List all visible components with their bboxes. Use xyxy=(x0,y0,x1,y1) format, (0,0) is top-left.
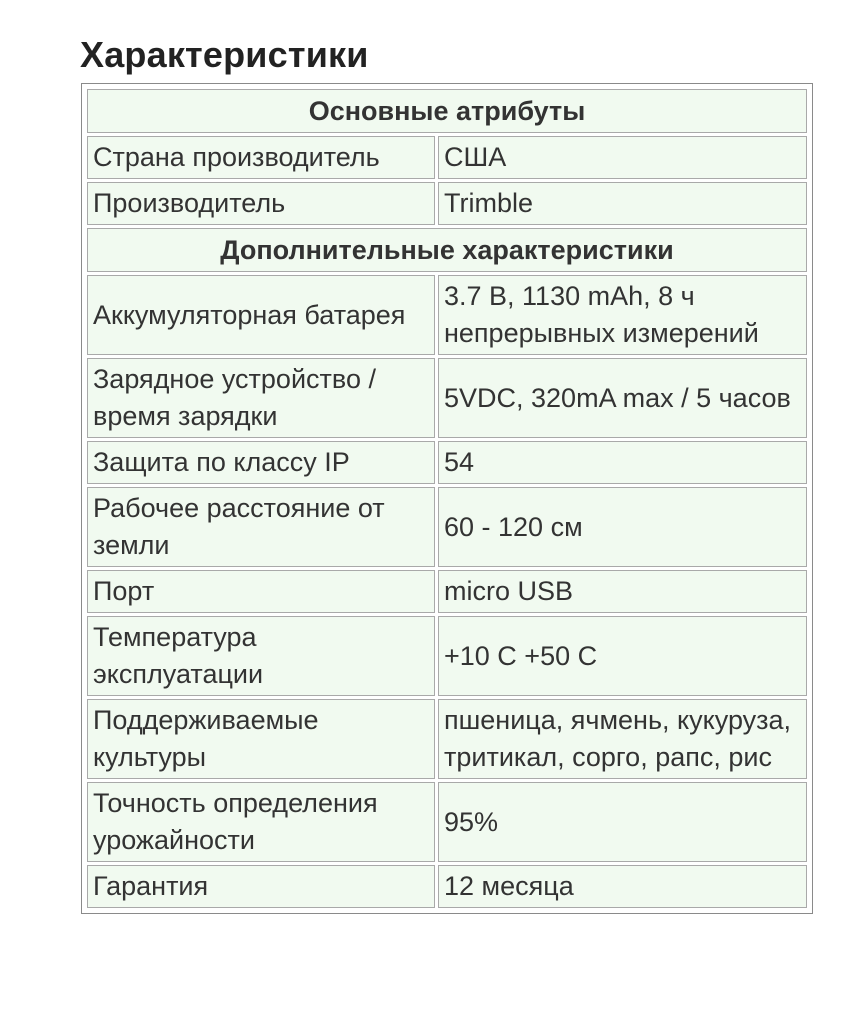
table-row xyxy=(87,136,807,179)
table-row xyxy=(87,782,807,862)
spec-label-charger: Зарядное устройство / время зарядки xyxy=(87,358,435,438)
spec-label-country: Страна производитель xyxy=(87,136,435,179)
spec-value-warranty: 12 месяца xyxy=(438,865,807,908)
spec-value-crops: пшеница, ячмень, кукуруза, тритикал, сорго, рапс, рис xyxy=(438,699,807,779)
spec-value-battery: 3.7 В, 1130 mAh, 8 ч непрерывных измерений xyxy=(438,275,807,355)
spec-value-ip-class: 54 xyxy=(438,441,807,484)
specs-table-container xyxy=(81,83,813,914)
spec-label-port: Порт xyxy=(87,570,435,613)
table-row xyxy=(87,358,807,438)
section-heading-additional: Дополнительные характеристики xyxy=(87,228,807,272)
section-header-row xyxy=(87,89,807,133)
table-row xyxy=(87,487,807,567)
table-row xyxy=(87,182,807,225)
spec-value-temperature: +10 С +50 С xyxy=(438,616,807,696)
table-row xyxy=(87,699,807,779)
spec-value-working-distance: 60 - 120 см xyxy=(438,487,807,567)
table-row xyxy=(87,441,807,484)
spec-value-manufacturer: Trimble xyxy=(438,182,807,225)
specs-table xyxy=(84,86,810,911)
spec-value-country: США xyxy=(438,136,807,179)
page-title: Характеристики xyxy=(80,34,369,75)
spec-label-yield-accuracy: Точность определения урожайности xyxy=(87,782,435,862)
spec-label-warranty: Гарантия xyxy=(87,865,435,908)
spec-value-port: micro USB xyxy=(438,570,807,613)
table-row xyxy=(87,275,807,355)
spec-label-battery: Аккумуляторная батарея xyxy=(87,275,435,355)
table-row xyxy=(87,616,807,696)
spec-label-crops: Поддерживаемые культуры xyxy=(87,699,435,779)
spec-label-working-distance: Рабочее расстояние от земли xyxy=(87,487,435,567)
table-row xyxy=(87,570,807,613)
section-heading-main-attributes: Основные атрибуты xyxy=(87,89,807,133)
spec-label-temperature: Температура эксплуатации xyxy=(87,616,435,696)
spec-value-charger: 5VDC, 320mA max / 5 часов xyxy=(438,358,807,438)
spec-label-ip-class: Защита по классу IP xyxy=(87,441,435,484)
table-row xyxy=(87,865,807,908)
section-header-row xyxy=(87,228,807,272)
spec-label-manufacturer: Производитель xyxy=(87,182,435,225)
spec-value-yield-accuracy: 95% xyxy=(438,782,807,862)
